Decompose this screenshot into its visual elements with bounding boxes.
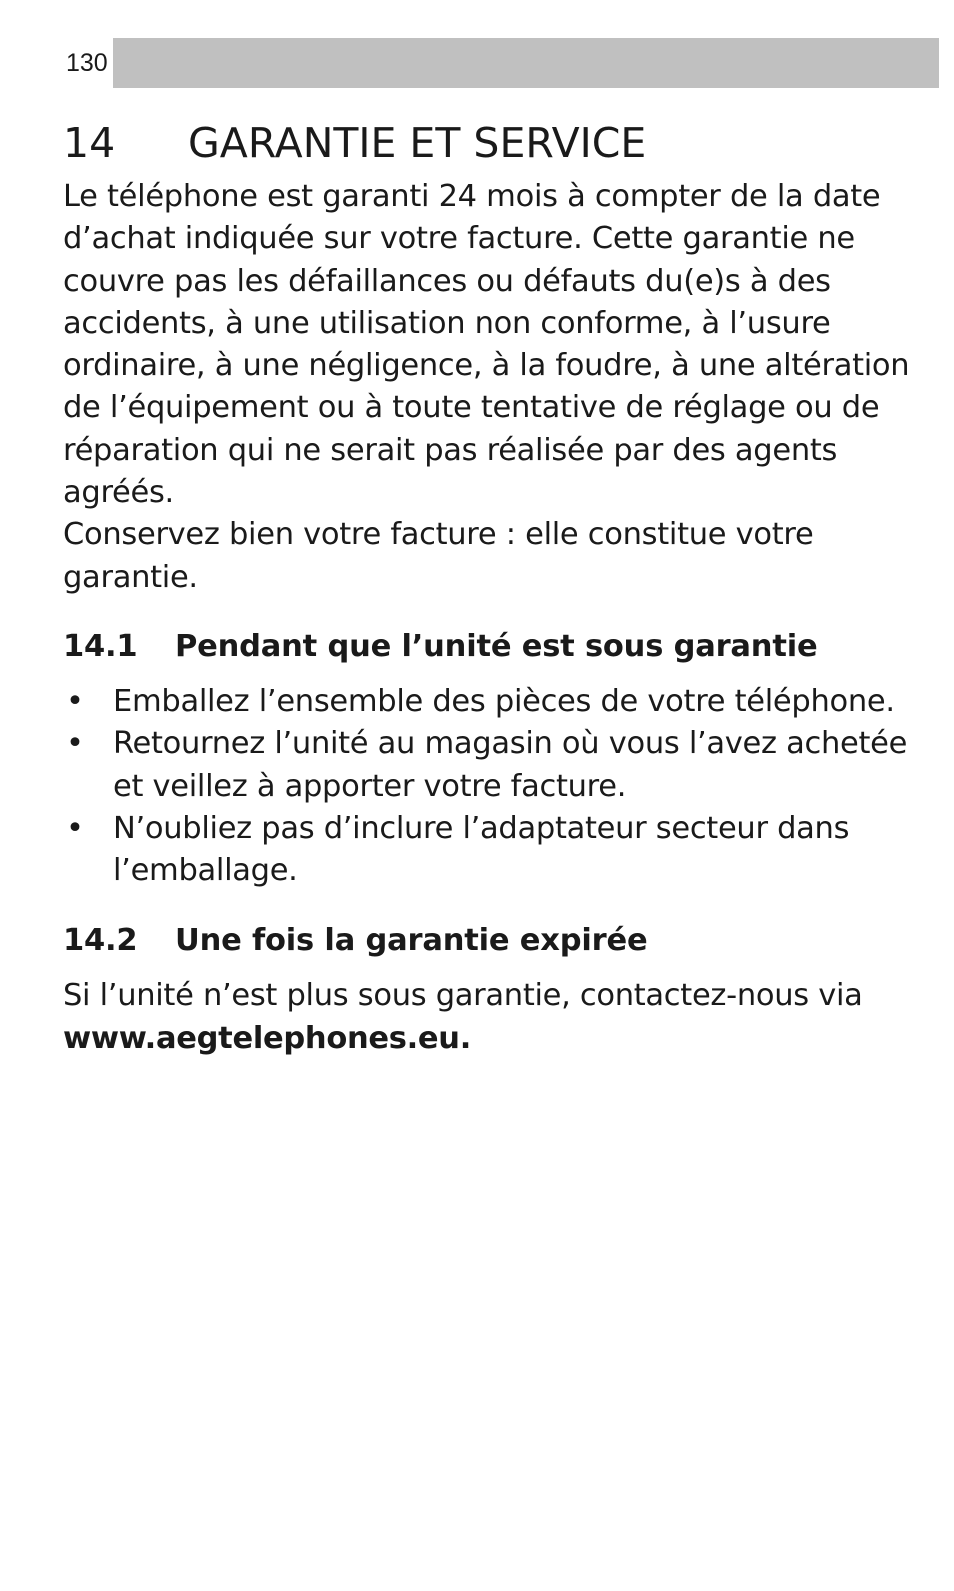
section-title: Une fois la garantie expirée — [175, 923, 648, 959]
bullet-icon: • — [66, 810, 84, 846]
warranty-steps-list — [63, 681, 923, 892]
intro-paragraph — [63, 176, 923, 599]
chapter-number: 14 — [63, 119, 116, 167]
website-link[interactable]: www.aegtelephones.eu. — [63, 1020, 471, 1056]
bullet-icon: • — [66, 683, 84, 719]
section-title: Pendant que l’unité est sous garantie — [175, 628, 818, 664]
list-item-text: Retournez l’unité au magasin où vous l’avez achetée et veillez à apporter votre facture. — [113, 726, 908, 804]
section-number: 14.1 — [63, 628, 138, 664]
list-item — [63, 681, 923, 723]
page-content — [63, 116, 923, 1060]
list-item-text: Emballez l’ensemble des pièces de votre téléphone. — [113, 683, 895, 719]
section-heading-14-2 — [63, 920, 923, 962]
intro-paragraph-1: Le téléphone est garanti 24 mois à compter de la date d’achat indiquée sur votre facture. Cette garantie ne couvre pas les défaillances ou défauts du(e)s à des accidents, à une utilisation non conforme, à l’usure ordinaire, à une négligence, à la foudre, à une altération de l’équipement ou à toute tentative de réglage ou de réparation qui ne serait pas réalisée par des agents agréés. — [63, 179, 910, 511]
page-number: 130 — [63, 38, 113, 88]
expired-warranty-text: Si l’unité n’est plus sous garantie, contactez-nous via — [63, 978, 863, 1014]
intro-paragraph-2: Conservez bien votre facture : elle constitue votre garantie. — [63, 517, 814, 595]
list-item — [63, 808, 923, 893]
list-item-text: N’oubliez pas d’inclure l’adaptateur secteur dans l’emballage. — [113, 810, 850, 889]
section-heading-14-1 — [63, 626, 923, 668]
expired-warranty-paragraph — [63, 975, 923, 1060]
chapter-title — [63, 116, 923, 170]
page-header-band — [63, 38, 939, 88]
chapter-title-text: GARANTIE ET SERVICE — [188, 119, 647, 167]
section-number: 14.2 — [63, 923, 138, 959]
bullet-icon: • — [66, 726, 84, 762]
list-item — [63, 723, 923, 808]
